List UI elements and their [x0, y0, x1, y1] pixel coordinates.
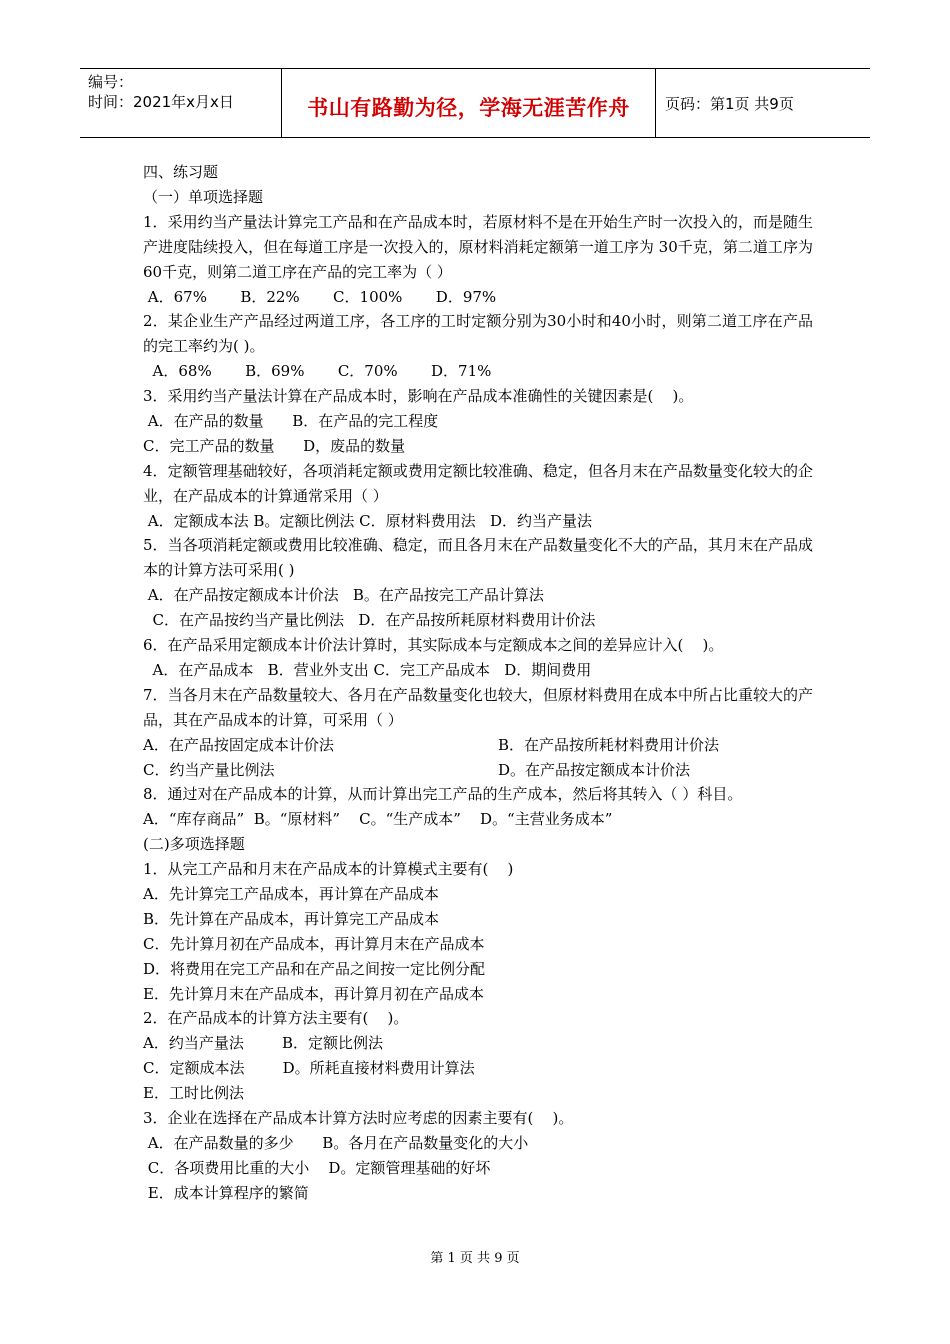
question-text: 6．在产品采用定额成本计价法计算时，其实际成本与定额成本之间的差异应计入( )。 — [143, 636, 724, 655]
option-c: C．约当产量比例法 — [143, 760, 275, 779]
question-text: 4．定额管理基础较好，各项消耗定额或费用定额比较准确、稳定，但各月末在产品数量变化较大的企业，在产品成本的计算通常采用（ ） — [143, 461, 813, 505]
question-text: 2．在产品成本的计算方法主要有( )。 — [143, 1009, 409, 1028]
section-heading: 四、练习题 — [143, 163, 219, 181]
answer-options: A．“库存商品” B。“原材料” C。“生产成本” D。“主营业务成本” — [143, 810, 613, 829]
answer-options: C．各项费用比重的大小 D。定额管理基础的好坏 — [143, 1158, 491, 1177]
answer-options — [143, 758, 813, 783]
date-label: 时间：2021年x月x日 — [88, 93, 234, 111]
answer-option: E．先计算月末在产品成本，再计算月初在产品成本 — [143, 984, 484, 1003]
question-text: 5．当各项消耗定额或费用比较准确、稳定，而且各月末在产品数量变化不大的产品，其月末在产品成本的计算方法可采用( ) — [143, 536, 813, 580]
subsection-heading: （一）单项选择题 — [143, 187, 264, 206]
header-divider — [655, 69, 656, 137]
subsection-heading: (二)多项选择题 — [143, 835, 245, 854]
answer-options: C．定额成本法 D。所耗直接材料费用计算法 — [143, 1059, 475, 1078]
question-text: 3．采用约当产量法计算在产品成本时，影响在产品成本准确性的关键因素是( )。 — [143, 387, 694, 406]
answer-options: A．约当产量法 B．定额比例法 — [143, 1034, 384, 1053]
header-motto: 书山有路勤为径，学海无涯苦作舟 — [307, 96, 630, 120]
answer-option: D．将费用在完工产品和在产品之间按一定比例分配 — [143, 959, 486, 978]
answer-options: A．67% B．22% C．100% D．97% — [143, 287, 497, 306]
option-d: D。在产品按定额成本计价法 — [498, 760, 691, 779]
answer-options: A．在产品的数量 B．在产品的完工程度 — [143, 411, 439, 430]
answer-options: A．在产品数量的多少 B。各月在产品数量变化的大小 — [143, 1133, 529, 1152]
answer-options: A．68% B．69% C．70% D．71% — [143, 362, 492, 381]
question-text: 1．采用约当产量法计算完工产品和在产品成本时，若原材料不是在开始生产时一次投入的，而是随生产进度陆续投入，但在每道工序是一次投入的，原材料消耗定额第一道工序为 30千克，第二道工序为60千克，则第二道工序在产品的完工率为（ ） — [143, 212, 813, 281]
number-label: 编号： — [88, 73, 134, 91]
question-text: 7．当各月末在产品数量较大、各月在产品数量变化也较大，但原材料费用在成本中所占比重较大的产品，其在产品成本的计算，可采用（ ） — [143, 685, 813, 729]
answer-options: A．在产品按定额成本计价法 B。在产品按完工产品计算法 — [143, 586, 544, 605]
option-b: B．在产品按所耗材料费用计价法 — [498, 735, 720, 754]
answer-options: C．在产品按约当产量比例法 D．在产品按所耗原材料费用计价法 — [143, 611, 596, 630]
answer-option: A．先计算完工产品成本，再计算在产品成本 — [143, 885, 439, 904]
answer-option: B．先计算在产品成本，再计算完工产品成本 — [143, 909, 440, 928]
answer-options: C．完工产品的数量 D，废品的数量 — [143, 436, 406, 455]
exercise-body — [143, 160, 813, 1206]
page-header — [80, 68, 870, 138]
answer-option: E．工时比例法 — [143, 1084, 244, 1103]
answer-option: C．先计算月初在产品成本，再计算月末在产品成本 — [143, 934, 485, 953]
answer-options: A．定额成本法 B。定额比例法 C．原材料费用法 D．约当产量法 — [143, 511, 592, 530]
option-a: A．在产品按固定成本计价法 — [143, 735, 334, 754]
answer-options: A．在产品成本 B．营业外支出 C．完工产品成本 D．期间费用 — [143, 660, 592, 679]
answer-option: E．成本计算程序的繁简 — [143, 1183, 309, 1202]
page-footer: 第 1 页 共 9 页 — [430, 1251, 520, 1266]
question-text: 1．从完工产品和月末在产品成本的计算模式主要有( ) — [143, 860, 514, 879]
answer-options — [143, 733, 813, 758]
question-text: 2．某企业生产产品经过两道工序，各工序的工时定额分别为30小时和40小时，则第二道工序在产品的完工率约为( )。 — [143, 312, 813, 356]
question-text: 3．企业在选择在产品成本计算方法时应考虑的因素主要有( )。 — [143, 1109, 574, 1128]
question-text: 8．通过对在产品成本的计算，从而计算出完工产品的生产成本，然后将其转入（ ）科目。 — [143, 785, 743, 804]
page-count-label: 页码：第1页 共9页 — [665, 95, 794, 113]
